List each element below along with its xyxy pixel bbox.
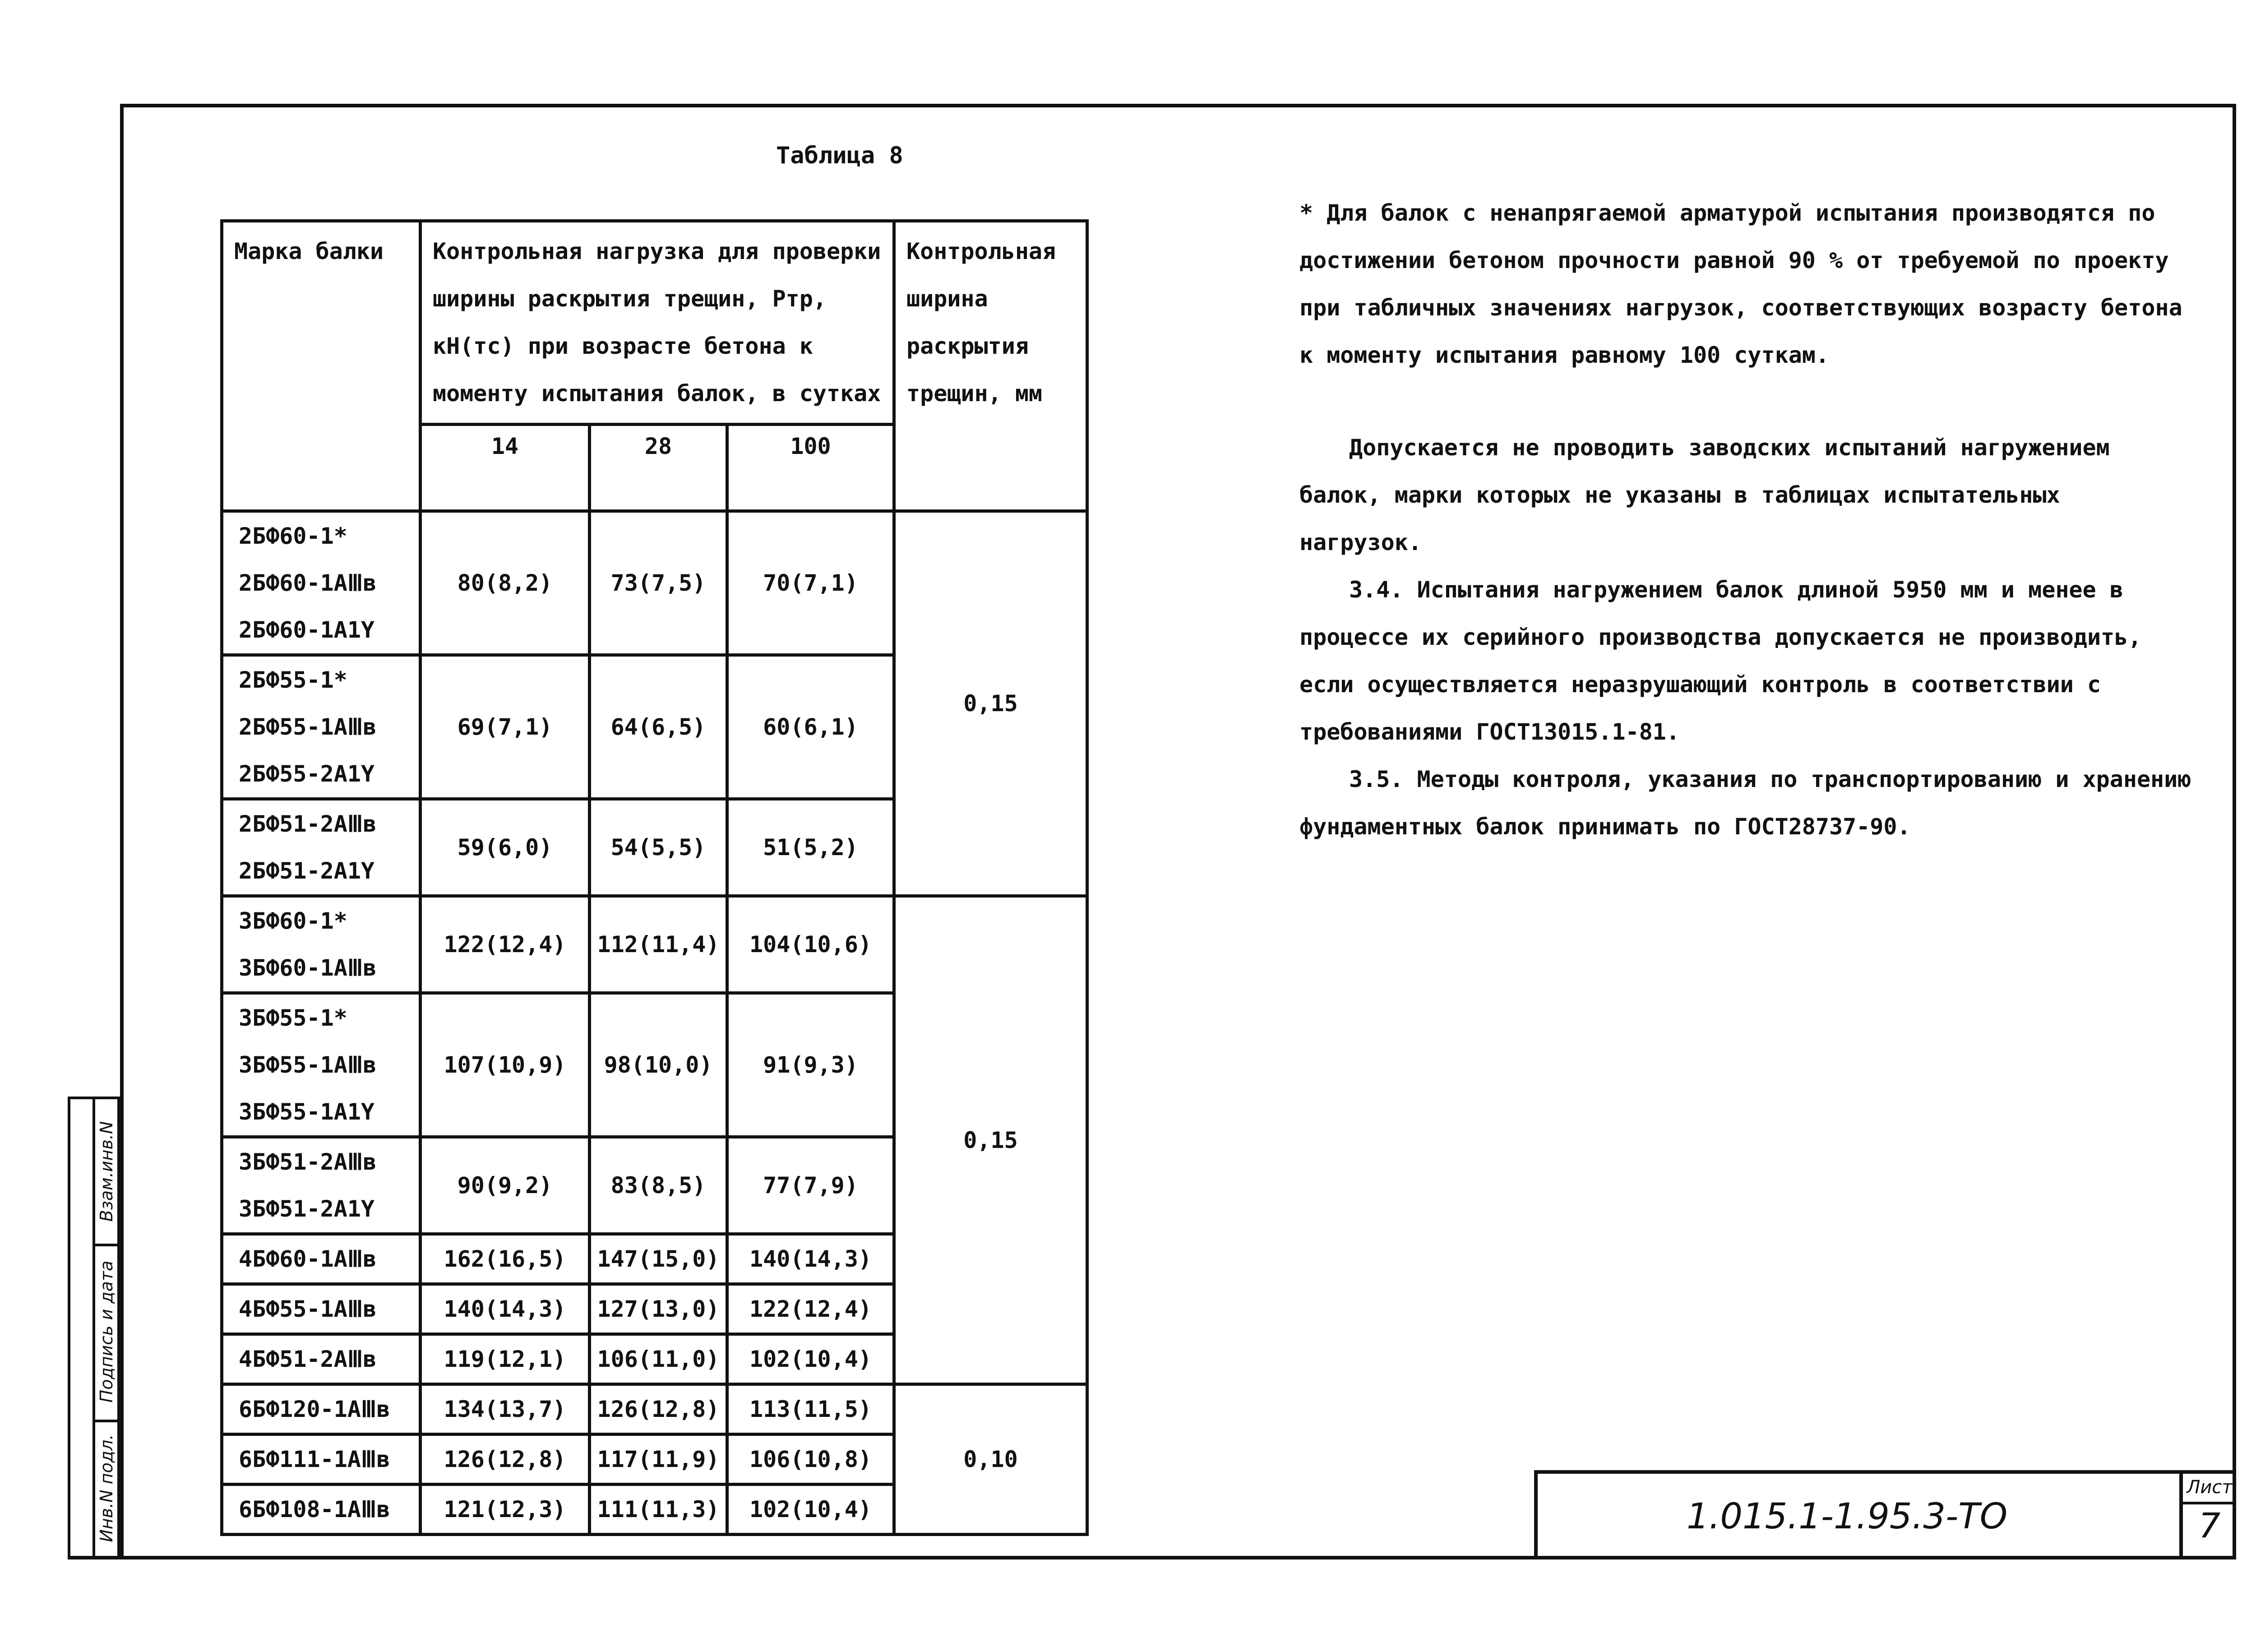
load-value-100: 91(9,3): [727, 993, 894, 1137]
side-cell-vzam: Взам.инв.N: [95, 1099, 117, 1246]
mark-label: 2БФ60-1АⅢв: [239, 570, 377, 596]
side-stamp-col-2: [95, 1099, 120, 1557]
mark-label: 4БФ51-2АⅢв: [239, 1346, 377, 1372]
header-day-100: 100: [727, 425, 894, 511]
mark-cell: [222, 1435, 421, 1485]
load-value-14: 134(13,7): [421, 1384, 590, 1435]
crack-width-cell: 0,10: [894, 1384, 1087, 1535]
load-value-28: 147(15,0): [590, 1234, 727, 1284]
load-value-14: 119(12,1): [421, 1334, 590, 1384]
mark-label: 3БФ55-1А1Y: [239, 1099, 375, 1125]
mark-label: 2БФ60-1*: [239, 523, 347, 549]
header-mark: Марка балки: [222, 221, 421, 511]
mark-label: 3БФ51-2АⅢв: [239, 1149, 377, 1175]
load-value-100: 102(10,4): [727, 1485, 894, 1535]
crack-width-cell: 0,15: [894, 896, 1087, 1384]
header-width: Контрольная ширина раскрытия трещин, мм: [894, 221, 1087, 511]
mark-cell: [222, 1137, 421, 1234]
title-block: [1534, 1470, 2236, 1559]
mark-label: 6БФ111-1АⅢв: [239, 1446, 390, 1472]
mark-cell: [222, 896, 421, 993]
load-value-100: 104(10,6): [727, 896, 894, 993]
load-table: [220, 219, 1089, 1536]
load-value-100: 106(10,8): [727, 1435, 894, 1485]
load-value-14: 126(12,8): [421, 1435, 590, 1485]
mark-cell: [222, 1284, 421, 1334]
table-row: [222, 1384, 1087, 1435]
load-value-14: 140(14,3): [421, 1284, 590, 1334]
mark-cell: [222, 655, 421, 799]
load-value-28: 126(12,8): [590, 1384, 727, 1435]
mark-label: 2БФ60-1А1Y: [239, 617, 375, 643]
mark-cell: [222, 1234, 421, 1284]
sheet-label: Лист: [2183, 1474, 2236, 1504]
load-value-100: 77(7,9): [727, 1137, 894, 1234]
table-row: [222, 511, 1087, 655]
note-footnote: * Для балок с ненапрягаемой арматурой испытания производятся по достижении бетоном прочности равной 90 % от требуемой по проекту при табличных значениях нагрузок, соответствующих возрасту бетона к моменту испытания равному 100 суткам.: [1299, 200, 2182, 368]
mark-label: 2БФ55-2А1Y: [239, 761, 375, 787]
side-cell-inv: Инв.N подл.: [96, 1434, 116, 1542]
load-value-100: 122(12,4): [727, 1284, 894, 1334]
side-stamp-col-1: [70, 1099, 95, 1557]
mark-cell: [222, 1334, 421, 1384]
table-row: [222, 896, 1087, 993]
header-load: Контрольная нагрузка для проверки ширины раскрытия трещин, Ртр, кН(тс) при возрасте бетона к моменту испытания балок, в сутках: [421, 221, 894, 425]
load-value-14: 69(7,1): [421, 655, 590, 799]
mark-label: 2БФ55-1АⅢв: [239, 714, 377, 740]
mark-label: 3БФ60-1АⅢв: [239, 955, 377, 981]
mark-label: 4БФ55-1АⅢв: [239, 1296, 377, 1322]
load-value-28: 98(10,0): [590, 993, 727, 1137]
mark-label: 2БФ51-2А1Y: [239, 858, 375, 884]
load-value-14: 122(12,4): [421, 896, 590, 993]
load-value-28: 73(7,5): [590, 511, 727, 655]
header-day-28: 28: [590, 425, 727, 511]
load-value-28: 127(13,0): [590, 1284, 727, 1334]
mark-label: 6БФ120-1АⅢв: [239, 1396, 390, 1422]
mark-label: 2БФ55-1*: [239, 667, 347, 693]
mark-label: 3БФ51-2А1Y: [239, 1196, 375, 1222]
mark-label: 2БФ51-2АⅢв: [239, 811, 377, 837]
mark-cell: [222, 1384, 421, 1435]
header-day-14: 14: [421, 425, 590, 511]
load-value-28: 54(5,5): [590, 799, 727, 896]
mark-label: 6БФ108-1АⅢв: [239, 1496, 390, 1522]
side-stamp: [68, 1097, 120, 1559]
load-value-28: 64(6,5): [590, 655, 727, 799]
mark-cell: [222, 799, 421, 896]
mark-label: 3БФ55-1*: [239, 1005, 347, 1031]
load-value-28: 106(11,0): [590, 1334, 727, 1384]
load-value-100: 70(7,1): [727, 511, 894, 655]
mark-label: 3БФ55-1АⅢв: [239, 1052, 377, 1078]
note-paragraph: Допускается не проводить заводских испытаний нагружением балок, марки которых не указаны в таблицах испытательных нагрузок.: [1299, 435, 2110, 555]
load-value-100: 102(10,4): [727, 1334, 894, 1384]
load-value-100: 60(6,1): [727, 655, 894, 799]
table-header-row: [222, 221, 1087, 425]
load-value-28: 111(11,3): [590, 1485, 727, 1535]
mark-label: 3БФ60-1*: [239, 908, 347, 934]
load-value-14: 162(16,5): [421, 1234, 590, 1284]
load-value-14: 121(12,3): [421, 1485, 590, 1535]
load-value-14: 59(6,0): [421, 799, 590, 896]
load-value-14: 90(9,2): [421, 1137, 590, 1234]
load-value-28: 112(11,4): [590, 896, 727, 993]
mark-cell: [222, 1485, 421, 1535]
sheet-number: 7: [2198, 1505, 2221, 1546]
crack-width-cell: 0,15: [894, 511, 1087, 896]
note-3-4: 3.4. Испытания нагружением балок длиной 5950 мм и менее в процессе их серийного производства допускается не производить, если осуществляется неразрушающий контроль в соответствии с требованиями ГОСТ13015.1-81.: [1299, 577, 2142, 745]
load-value-14: 80(8,2): [421, 511, 590, 655]
table-body: [222, 511, 1087, 1535]
load-value-28: 83(8,5): [590, 1137, 727, 1234]
note-3-5: 3.5. Методы контроля, указания по транспортированию и хранению фундаментных балок принимать по ГОСТ28737-90.: [1299, 766, 2191, 840]
mark-cell: [222, 993, 421, 1137]
load-value-100: 51(5,2): [727, 799, 894, 896]
load-value-28: 117(11,9): [590, 1435, 727, 1485]
load-value-100: 113(11,5): [727, 1384, 894, 1435]
document-code: 1.015.1-1.95.3-ТО: [1687, 1496, 2008, 1537]
mark-label: 4БФ60-1АⅢв: [239, 1246, 377, 1272]
sheet-box: [2179, 1474, 2236, 1559]
mark-cell: [222, 511, 421, 655]
notes-block: [1299, 190, 2193, 851]
load-value-14: 107(10,9): [421, 993, 590, 1137]
table-title: Таблица 8: [776, 142, 903, 169]
side-cell-podpis: Подпись и дата: [95, 1244, 117, 1422]
load-value-100: 140(14,3): [727, 1234, 894, 1284]
